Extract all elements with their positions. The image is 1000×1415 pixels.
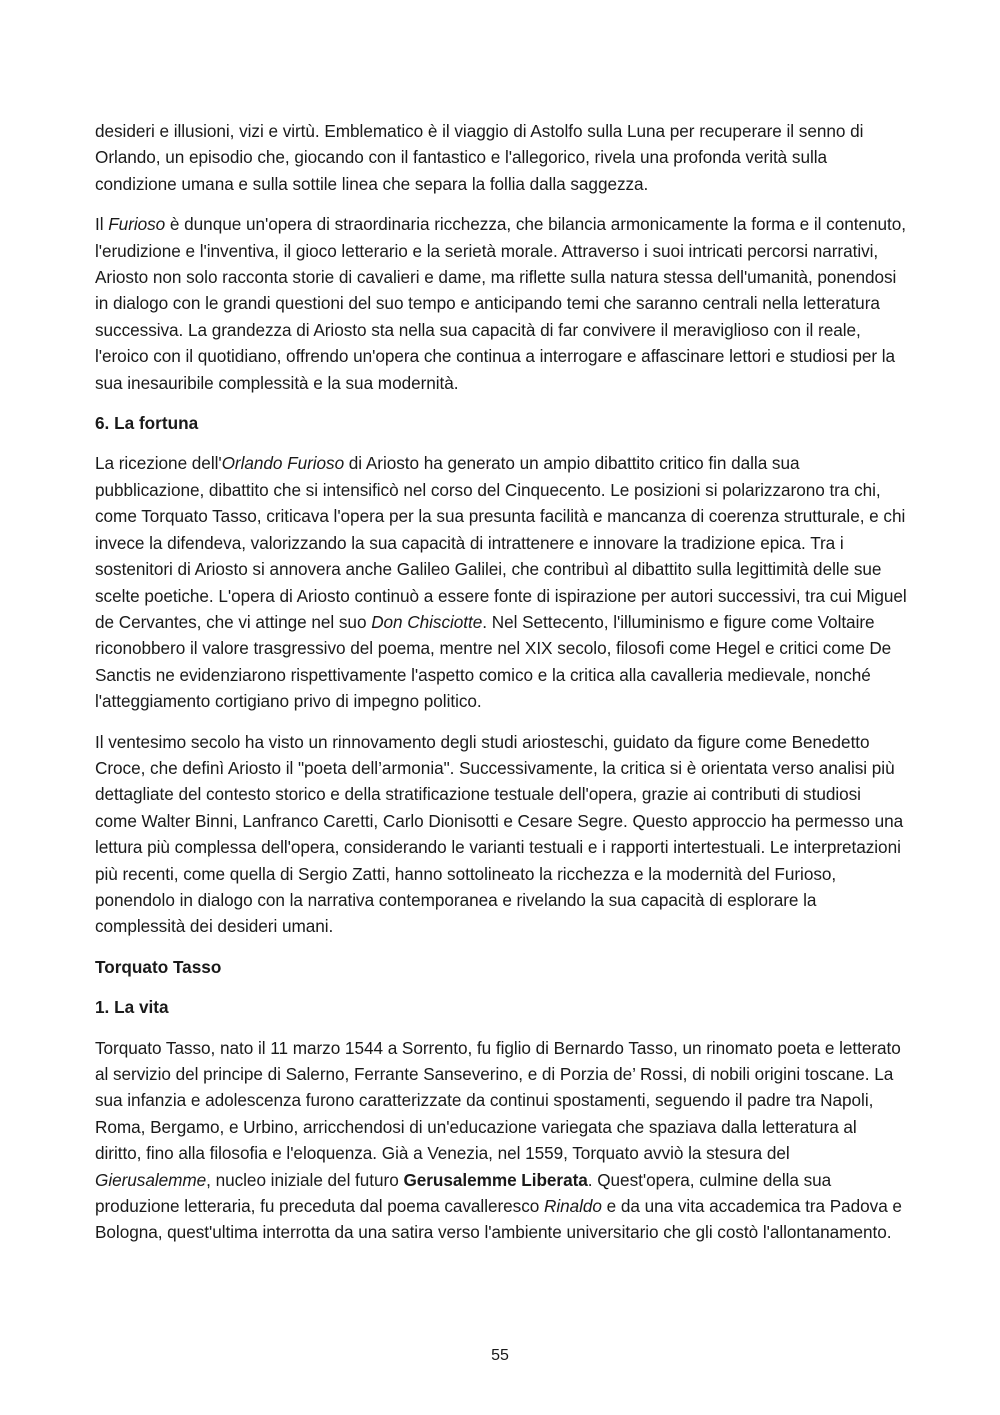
section-heading-fortuna: 6. La fortuna <box>95 413 199 434</box>
paragraph-astolfo <box>95 118 907 197</box>
paragraph-text: , nucleo iniziale del futuro <box>206 1169 404 1190</box>
page-number: 55 <box>491 1347 509 1364</box>
paragraph-text: Il <box>95 214 109 235</box>
italic-title-rinaldo: Rinaldo <box>543 1196 602 1217</box>
italic-title-furioso: Furioso <box>108 214 166 235</box>
paragraph-text: Il ventesimo secolo ha visto un rinnovamento degli studi ariosteschi, guidato da figure come Benedetto Croce, che definì Ariosto il "poeta dell’armonia". Successivamente, la critica si è orientata verso analisi più dettagliate del contesto storico e della stratificazione testuale dell'opera, grazie ai contributi di studiosi come Walter Binni, Lanfranco Caretti, Carlo Dionisotti e Cesare Segre. Questo approccio ha permesso una lettura più complessa dell'opera, considerando le varianti testuali e i rapporti intertestuali. Le interpretazioni più recenti, come quella di Sergio Zatti, hanno sottolineato la ricchezza e la modernità del Furioso, ponendolo in dialogo con la narrativa contemporanea e rivelando la sua capacità di esplorare la complessità dei desideri umani. <box>95 731 904 937</box>
paragraph-text: è dunque un'opera di straordinaria ricchezza, che bilancia armonicamente la forma e il contenuto, l'erudizione e l'inventiva, il gioco letterario e la serietà morale. Attraverso i suoi intricati percorsi narrativi, Ariosto non solo racconta storie di cavalieri e dame, ma riflette sulla natura stessa dell'umanità, ponendosi in dialogo con le grandi questioni del suo tempo e anticipando temi che saranno centrali nella letteratura successiva. La grandezza di Ariosto sta nella sua capacità di far convivere il meraviglioso con il reale, l'eroico con il quotidiano, offrendo un'opera che continua a interrogare e affascinare lettori e studiosi per la sua inesauribile complessità e la sua modernità. <box>95 214 906 393</box>
paragraph-tasso-vita <box>95 1035 907 1246</box>
paragraph-furioso-summary <box>95 211 907 396</box>
paragraph-text: La ricezione dell' <box>95 453 222 474</box>
chapter-heading-tasso: Torquato Tasso <box>95 956 222 977</box>
italic-title-gierusalemme: Gierusalemme <box>95 1169 207 1190</box>
italic-title-don-chisciotte: Don Chisciotte <box>371 611 483 632</box>
paragraph-novecento <box>95 729 907 940</box>
paragraph-text: e da una vita accademica tra Padova e Bologna, quest'ultima interrotta da una satira verso l'ambiente universitario che gli costò l'allontanamento. <box>95 1196 902 1243</box>
paragraph-text: desideri e illusioni, vizi e virtù. Emblematico è il viaggio di Astolfo sulla Luna per recuperare il senno di Orlando, un episodio che, giocando con il fantastico e l'allegorico, rivela una profonda verità sulla condizione umana e sulla sottile linea che separa la follia dalla saggezza. <box>95 121 864 194</box>
paragraph-text: di Ariosto ha generato un ampio dibattito critico fin dalla sua pubblicazione, dibattito che si intensificò nel corso del Cinquecento. Le posizioni si polarizzarono tra chi, come Torquato Tasso, criticava l'opera per la sua presunta facilità e mancanza di coerenza strutturale, e chi invece la difendeva, valorizzando la sua capacità di intrattenere e innovare la tradizione epica. Tra i sostenitori di Ariosto si annovera anche Galileo Galilei, che contribuì al dibattito sulla legittimità delle sue scelte poetiche. L'opera di Ariosto continuò a essere fonte di ispirazione per autori successivi, tra cui Miguel de Cervantes, che vi attinge nel suo <box>95 453 907 632</box>
paragraph-text: . Nel Settecento, l'illuminismo e figure come Voltaire riconobbero il valore trasgressivo del poema, mentre nel XIX secolo, filosofi come Hegel e critici come De Sanctis ne evidenziarono rispettivamente l'aspetto comico e la critica alla cavalleria medievale, nonché l'atteggiamento cortigiano privo di impegno politico. <box>95 611 892 712</box>
paragraph-text: Torquato Tasso, nato il 11 marzo 1544 a Sorrento, fu figlio di Bernardo Tasso, un rinomato poeta e letterato al servizio del principe di Salerno, Ferrante Sanseverino, e di Porzia de’ Rossi, di nobili origini toscane. La sua infanzia e adolescenza furono caratterizzate da continui spostamenti, seguendo il padre tra Napoli, Roma, Bergamo, e Urbino, arricchendosi di un'educazione variegata che spaziava dalla letteratura al diritto, fino alla filosofia e l'eloquenza. Già a Venezia, nel 1559, Torquato avviò la stesura del <box>95 1037 901 1164</box>
italic-title-orlando-furioso: Orlando Furioso <box>221 453 345 474</box>
section-heading-vita: 1. La vita <box>95 997 169 1018</box>
bold-title-gerusalemme-liberata: Gerusalemme Liberata <box>403 1169 588 1190</box>
document-body <box>95 118 907 1260</box>
paragraph-text: . Quest'opera, culmine della sua produzione letteraria, fu preceduta dal poema cavalleresco <box>95 1169 832 1217</box>
paragraph-ricezione <box>95 450 907 714</box>
